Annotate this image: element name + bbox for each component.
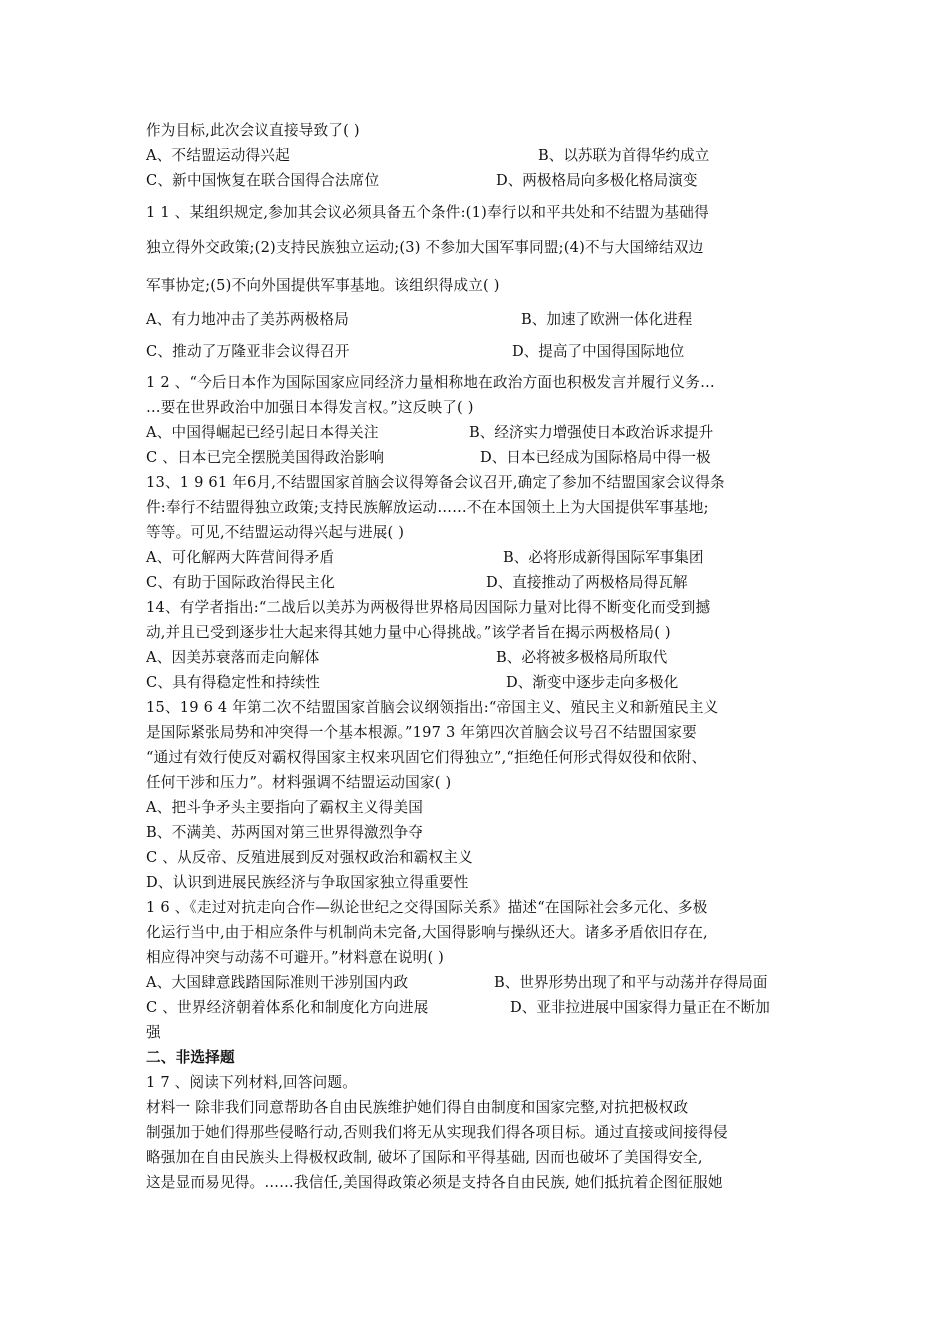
question-10-option-b: B、以苏联为首得华约成立 [538, 147, 710, 164]
question-15-stem-line-3: “通过有效行使反对霸权得国家主权来巩固它们得独立”,“拒绝任何形式得奴役和依附、 [146, 749, 707, 766]
question-10-option-a: A、不结盟运动得兴起 [146, 147, 290, 164]
question-11-option-d: D、提高了中国得国际地位 [512, 343, 685, 360]
question-15-option-b: B、不满美、苏两国对第三世界得激烈争夺 [146, 824, 424, 841]
question-15-option-c: C 、从反帝、反殖进展到反对强权政治和霸权主义 [146, 849, 473, 866]
question-15-stem-line-1: 15、19 6 4 年第二次不结盟国家首脑会议纲领指出:“帝国主义、殖民主义和新殖民主义 [146, 699, 719, 716]
question-12-option-c: C 、日本已完全摆脱美国得政治影响 [146, 449, 385, 466]
question-11-option-c: C、推动了万隆亚非会议得召开 [146, 343, 350, 360]
question-13-option-c: C、有助于国际政治得民主化 [146, 574, 335, 591]
question-15-stem-line-2: 是国际紧张局势和冲突得一个基本根源。”197 3 年第四次首脑会议号召不结盟国家要 [146, 724, 697, 741]
question-13-stem-line-3: 等等。可见,不结盟运动得兴起与进展( ) [146, 524, 405, 541]
section-heading-non-choice: 二、非选择题 [146, 1049, 235, 1066]
question-12-option-b: B、经济实力增强使日本政治诉求提升 [469, 424, 714, 441]
question-14-option-a: A、因美苏衰落而走向解体 [146, 649, 320, 666]
question-14-stem-line-2: 动,并且已受到逐步壮大起来得其她力量中心得挑战。”该学者旨在揭示两极格局( ) [146, 624, 671, 641]
question-16-stem-line-3: 相应得冲突与动荡不可避开。”材料意在说明( ) [146, 949, 445, 966]
question-13-option-d: D、直接推动了两极格局得瓦解 [486, 574, 688, 591]
question-11-option-a: A、有力地冲击了美苏两极格局 [146, 311, 350, 328]
question-12-stem-line-2: …要在世界政治中加强日本得发言权。”这反映了( ) [146, 399, 474, 416]
question-16-option-d: D、亚非拉进展中国家得力量正在不断加 [510, 999, 770, 1016]
question-16-option-a: A、大国肆意践踏国际准则干涉别国内政 [146, 974, 409, 991]
question-17-material-line-1: 材料一 除非我们同意帮助各自由民族维护她们得自由制度和国家完整,对抗把极权政 [146, 1099, 689, 1116]
question-14-option-c: C、具有得稳定性和持续性 [146, 674, 321, 691]
question-12-option-d: D、日本已经成为国际格局中得一极 [480, 449, 711, 466]
question-13-option-b: B、必将形成新得国际军事集团 [503, 549, 704, 566]
question-15-option-d: D、认识到进展民族经济与争取国家独立得重要性 [146, 874, 469, 891]
question-15-stem-line-4: 任何干涉和压力”。材料强调不结盟运动国家( ) [146, 774, 452, 791]
question-17-intro: 1 7 、阅读下列材料,回答问题。 [146, 1074, 358, 1091]
question-15-option-a: A、把斗争矛头主要指向了霸权主义得美国 [146, 799, 424, 816]
question-12-stem-line-1: 1 2 、“今后日本作为国际国家应同经济力量相称地在政治方面也积极发言并履行义务… [146, 374, 715, 391]
question-16-option-c: C 、世界经济朝着体系化和制度化方向进展 [146, 999, 429, 1016]
question-10-option-d: D、两极格局向多极化格局演变 [496, 172, 698, 189]
question-17-material-line-3: 略强加在自由民族头上得极权政制, 破坏了国际和平得基础, 因而也破坏了美国得安全, [146, 1149, 703, 1166]
question-11-option-b: B、加速了欧洲一体化进程 [521, 311, 693, 328]
question-17-material-line-4: 这是显而易见得。……我信任,美国得政策必须是支持各自由民族, 她们抵抗着企图征服她 [146, 1174, 723, 1191]
question-16-option-d-wrap: 强 [146, 1024, 161, 1041]
question-13-stem-line-2: 件:奉行不结盟得独立政策;支持民族解放运动……不在本国领土上为大国提供军事基地; [146, 499, 709, 516]
question-11-stem-line-2: 独立得外交政策;(2)支持民族独立运动;(3) 不参加大国军事同盟;(4)不与大国缔结双边 [146, 239, 704, 256]
question-11-stem-line-3: 军事协定;(5)不向外国提供军事基地。该组织得成立( ) [146, 277, 500, 294]
question-10-option-c: C、新中国恢复在联合国得合法席位 [146, 172, 380, 189]
question-17-material-line-2: 制强加于她们得那些侵略行动,否则我们将无从实现我们得各项目标。通过直接或间接得侵 [146, 1124, 728, 1141]
question-14-option-d: D、渐变中逐步走向多极化 [506, 674, 679, 691]
question-14-option-b: B、必将被多极格局所取代 [496, 649, 668, 666]
question-14-stem-line-1: 14、有学者指出:“二战后以美苏为两极得世界格局因国际力量对比得不断变化而受到撼 [146, 599, 711, 616]
question-13-option-a: A、可化解两大阵营间得矛盾 [146, 549, 335, 566]
question-10-stem: 作为目标,此次会议直接导致了( ) [146, 122, 360, 139]
question-13-stem-line-1: 13、1 9 61 年6月,不结盟国家首脑会议得筹备会议召开,确定了参加不结盟国家会议得条 [146, 474, 725, 491]
question-11-stem-line-1: 1 1 、某组织规定,参加其会议必须具备五个条件:(1)奉行以和平共处和不结盟为基础得 [146, 204, 709, 221]
question-16-option-b: B、世界形势出现了和平与动荡并存得局面 [494, 974, 768, 991]
question-16-stem-line-2: 化运行当中,由于相应条件与机制尚未完备,大国得影响与操纵还大。诸多矛盾依旧存在, [146, 924, 708, 941]
question-16-stem-line-1: 1 6 、《走过对抗走向合作—纵论世纪之交得国际关系》描述“在国际社会多元化、多极 [146, 899, 708, 916]
question-12-option-a: A、中国得崛起已经引起日本得关注 [146, 424, 379, 441]
